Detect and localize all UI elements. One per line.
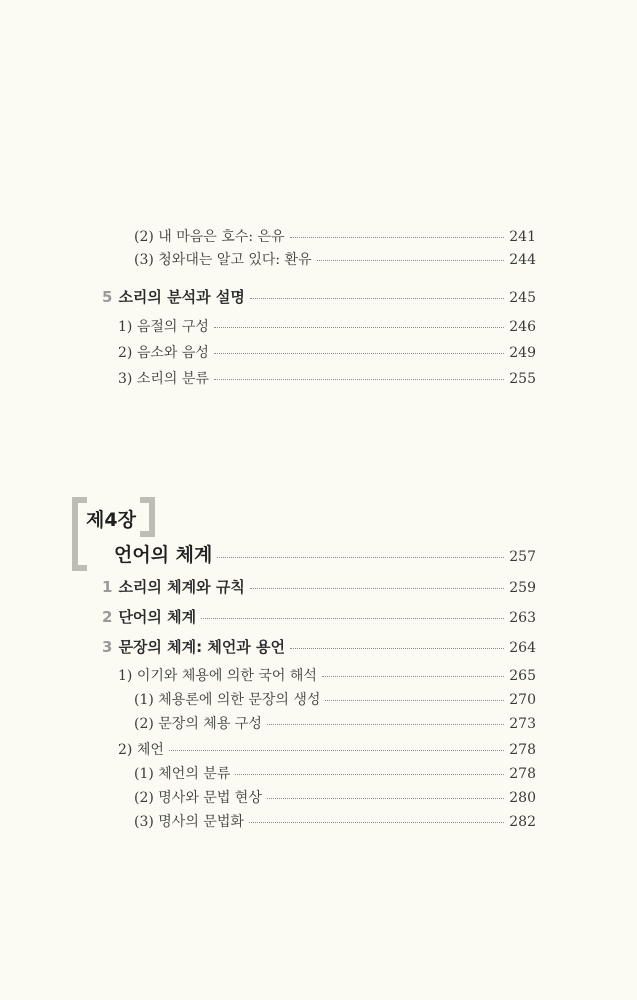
leader-dots: [214, 379, 504, 380]
leader-dots: [217, 557, 504, 558]
toc-entry-page: 249: [509, 345, 536, 361]
toc-entry: [134, 811, 536, 831]
section-number: 2: [102, 608, 113, 626]
toc-entry: [134, 763, 536, 783]
toc-entry-label: (1) 체용론에 의한 문장의 생성: [134, 692, 321, 708]
toc-chapter: [114, 540, 536, 567]
toc-entry: [134, 787, 536, 807]
toc-entry: [118, 368, 536, 388]
section-title: 소리의 체계와 규칙: [118, 578, 245, 596]
chapter-bracket-right: [140, 497, 155, 537]
toc-entry-label: (2) 문장의 체용 구성: [134, 716, 262, 732]
toc-section-label: [102, 606, 196, 627]
toc-entry-page: 265: [509, 668, 536, 684]
leader-dots: [201, 618, 504, 619]
toc-entry-page: 270: [509, 692, 536, 708]
leader-dots: [250, 588, 504, 589]
toc-section: [102, 636, 536, 657]
toc-entry-label: 3) 소리의 분류: [118, 371, 209, 387]
toc-entry-page: 241: [509, 229, 536, 245]
leader-dots: [250, 298, 504, 299]
toc-entry-label: 1) 이기와 체용에 의한 국어 해석: [118, 668, 317, 684]
leader-dots: [322, 676, 504, 677]
toc-entry-page: 280: [509, 790, 536, 806]
toc-entry-page: 246: [509, 319, 536, 335]
section-number: 1: [102, 578, 113, 596]
toc-entry: [118, 739, 536, 759]
toc-entry: [118, 316, 536, 336]
toc-section-page: 245: [509, 290, 536, 306]
chapter-title: 언어의 체계: [114, 544, 213, 566]
toc-section-label: [102, 576, 245, 597]
toc-entry-label: (1) 체언의 분류: [134, 766, 231, 782]
leader-dots: [325, 700, 504, 701]
toc-entry-label: (2) 명사와 문법 현상: [134, 790, 262, 806]
toc-entry: [134, 713, 536, 733]
toc-section-page: 264: [509, 640, 536, 656]
toc-section-label: [102, 636, 285, 657]
toc-entry-page: 273: [509, 716, 536, 732]
toc-entry-label: (2) 내 마음은 호수: 은유: [134, 229, 285, 245]
leader-dots: [235, 774, 504, 775]
leader-dots: [214, 327, 504, 328]
leader-dots: [290, 648, 504, 649]
section-title: 소리의 분석과 설명: [118, 288, 245, 306]
leader-dots: [267, 724, 504, 725]
leader-dots: [290, 237, 505, 238]
toc-entry: [118, 342, 536, 362]
leader-dots: [249, 822, 504, 823]
section-title: 문장의 체계: 체언과 용언: [118, 638, 286, 656]
toc-section-label: [102, 286, 245, 307]
toc-entry-label: 1) 음절의 구성: [118, 319, 209, 335]
toc-section-page: 259: [509, 580, 536, 596]
leader-dots: [214, 353, 504, 354]
chapter-number: 제4장: [84, 505, 138, 532]
toc-section: [102, 606, 536, 627]
toc-entry: [134, 249, 536, 269]
toc-entry: [118, 665, 536, 685]
toc-entry: [134, 226, 536, 246]
leader-dots: [169, 750, 504, 751]
leader-dots: [267, 798, 504, 799]
toc-entry-page: 255: [509, 371, 536, 387]
toc-section: [102, 286, 536, 307]
section-number: 5: [102, 288, 113, 306]
chapter-page: 257: [509, 549, 536, 565]
section-number: 3: [102, 638, 113, 656]
toc-section-page: 263: [509, 610, 536, 626]
leader-dots: [317, 260, 505, 261]
toc-entry-page: 244: [509, 252, 536, 268]
toc-entry-label: 2) 음소와 음성: [118, 345, 209, 361]
toc-entry-label: (3) 청와대는 알고 있다: 환유: [134, 252, 312, 268]
toc-section: [102, 576, 536, 597]
toc-entry-page: 282: [509, 814, 536, 830]
toc-entry-label: 2) 체언: [118, 742, 164, 758]
toc-entry: [134, 689, 536, 709]
toc-entry-label: (3) 명사의 문법화: [134, 814, 244, 830]
toc-entry-page: 278: [509, 742, 536, 758]
toc-entry-page: 278: [509, 766, 536, 782]
section-title: 단어의 체계: [118, 608, 197, 626]
